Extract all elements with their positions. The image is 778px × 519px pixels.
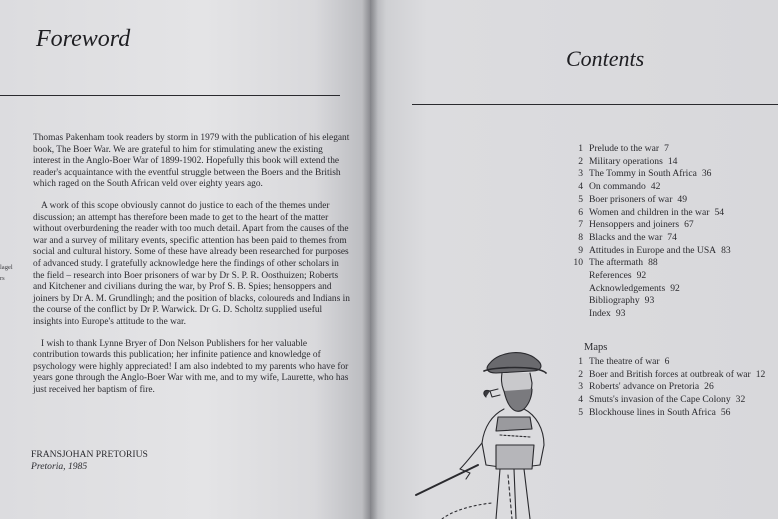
chapter-entry	[566, 295, 731, 308]
foreword-rule	[0, 95, 340, 96]
chapter-page-number: 14	[667, 155, 678, 167]
chapter-number	[566, 270, 589, 283]
chapter-page-number: 74	[667, 231, 677, 243]
chapter-title: On commando	[589, 181, 646, 193]
map-number: 5	[578, 406, 583, 418]
chapter-title: Attitudes in Europe and the USA	[589, 244, 717, 256]
edge-fragment-2: rs	[0, 275, 5, 282]
map-entry	[566, 381, 765, 394]
chapter-number: 9	[578, 244, 583, 256]
contents-rule	[412, 104, 778, 105]
chapter-page-number: 92	[636, 270, 647, 282]
signature-place: Pretoria, 1985	[31, 460, 88, 472]
chapter-title: Acknowledgements	[589, 282, 666, 294]
chapter-page-number: 88	[648, 257, 658, 269]
chapter-number: 4	[578, 181, 583, 193]
chapter-entry	[566, 308, 731, 321]
map-entry	[566, 394, 765, 407]
chapter-page-number: 93	[644, 295, 655, 307]
map-number: 4	[578, 394, 583, 406]
chapter-number: 7	[578, 219, 583, 231]
foreword-body	[33, 133, 351, 396]
signature-name: FRANSJOHAN PRETORIUS	[31, 449, 148, 460]
chapter-title: The Tommy in South Africa	[589, 168, 697, 180]
chapter-title: Women and children in the war	[589, 206, 710, 218]
chapter-number	[566, 308, 589, 321]
chapter-title: Hensoppers and joiners	[589, 219, 680, 231]
chapter-list	[566, 143, 731, 321]
chapter-number: 1	[578, 143, 583, 154]
map-page-number: 56	[720, 406, 731, 418]
chapter-page-number: 42	[650, 181, 661, 193]
contents-title: Contents	[566, 46, 645, 71]
chapter-number	[566, 295, 589, 308]
chapter-entry	[566, 143, 731, 156]
chapter-page-number: 36	[701, 168, 712, 180]
foreword-paragraph-3: I wish to thank Lynne Bryer of Don Nelson Publishers for her valuable contribution towards this publication; her infinite patience and knowledge of psychology were highly appreciated! I am also indebted to my parents who have for years gone through the Anglo-Boer War with me, and to my wife, Laurette, who has just received her baptism of fire.	[33, 338, 349, 395]
chapter-title: Boer prisoners of war	[589, 193, 673, 205]
map-page-number: 32	[735, 394, 746, 406]
chapter-number: 6	[578, 206, 583, 218]
map-number: 2	[578, 368, 583, 380]
chapter-number: 8	[578, 231, 583, 243]
map-page-number: 6	[664, 356, 670, 367]
chapter-number: 2	[578, 155, 583, 167]
left-page	[0, 0, 370, 519]
chapter-page-number: 83	[721, 244, 731, 256]
maps-title: Maps	[584, 342, 608, 353]
chapter-number: 3	[578, 168, 583, 180]
map-title: Smuts's invasion of the Cape Colony	[589, 394, 731, 406]
chapter-page-number: 49	[677, 193, 687, 205]
chapter-entry	[566, 207, 731, 220]
chapter-entry	[566, 283, 731, 296]
chapter-page-number: 92	[670, 282, 680, 294]
chapter-title: Index	[589, 308, 611, 320]
chapter-number	[566, 283, 589, 296]
chapter-title: Blacks and the war	[589, 231, 663, 243]
chapter-title: The aftermath	[589, 257, 644, 269]
chapter-entry	[566, 219, 731, 232]
map-number: 3	[578, 381, 583, 393]
map-list	[566, 356, 765, 420]
chapter-title: References	[589, 270, 632, 282]
map-entry	[566, 407, 765, 420]
chapter-title: Prelude to the war	[589, 143, 660, 154]
chapter-page-number: 7	[664, 143, 669, 154]
map-entry	[566, 356, 765, 369]
chapter-entry	[566, 168, 731, 181]
foreword-title: Foreword	[36, 26, 131, 52]
map-number: 1	[578, 356, 583, 367]
chapter-title: Bibliography	[589, 295, 640, 307]
edge-fragment-1: lagel	[0, 264, 13, 271]
boer-soldier-illustration	[412, 345, 562, 519]
chapter-entry	[566, 181, 731, 194]
chapter-page-number: 54	[714, 206, 725, 218]
chapter-number: 5	[578, 193, 583, 205]
chapter-number: 10	[573, 257, 583, 269]
chapter-entry	[566, 257, 731, 270]
foreword-paragraph-2: A work of this scope obviously cannot do justice to each of the themes under discussion; an attempt has therefore been made to get to the heart of the matter without overburdening the reader with too much detail. Apart from the causes of the war and a survey of military events, specific attention has been paid to themes from social and cultural history. Some of these have already been researched for purposes of advanced study. I gratefully acknowledge here the findings of other scholars in the field – research into Boer prisoners of war by Dr S. P. R. Oosthuizen; Roberts and Kitchener and civilians during the war, by Prof S. B. Spies; hensoppers and joiners by Dr A. M. Grundlingh; and the position of blacks, coloureds and Indians in the course of the conflict by Dr P. Warwick. Dr G. D. Scholtz supplied useful insights into Europe's attitude to the war.	[33, 200, 350, 327]
map-entry	[566, 369, 765, 382]
chapter-entry	[566, 194, 731, 207]
map-title: Boer and British forces at outbreak of war	[589, 368, 751, 380]
chapter-title: Military operations	[589, 155, 663, 167]
map-title: Blockhouse lines in South Africa	[589, 406, 716, 418]
chapter-page-number: 93	[615, 308, 626, 320]
chapter-page-number: 67	[684, 219, 694, 231]
book-gutter	[362, 0, 378, 519]
map-title: Roberts' advance on Pretoria	[589, 381, 700, 393]
map-page-number: 12	[755, 368, 766, 380]
signature	[31, 449, 148, 472]
map-title: The theatre of war	[589, 356, 660, 367]
chapter-entry	[566, 245, 731, 258]
chapter-entry	[566, 156, 731, 169]
map-page-number: 26	[704, 381, 714, 393]
chapter-entry	[566, 232, 731, 245]
edge-fragment	[0, 262, 13, 284]
chapter-entry	[566, 270, 731, 283]
foreword-paragraph-1: Thomas Pakenham took readers by storm in 1979 with the publication of his elegant book, The Boer War. We are grateful to him for stimulating anew the existing interest in the Anglo-Boer War of 1899-1902. Hopefully this book will extend the reader's acquaintance with the eventful struggle between the Boers and the British which raged on the South African veld over eighty years ago.	[33, 133, 350, 190]
